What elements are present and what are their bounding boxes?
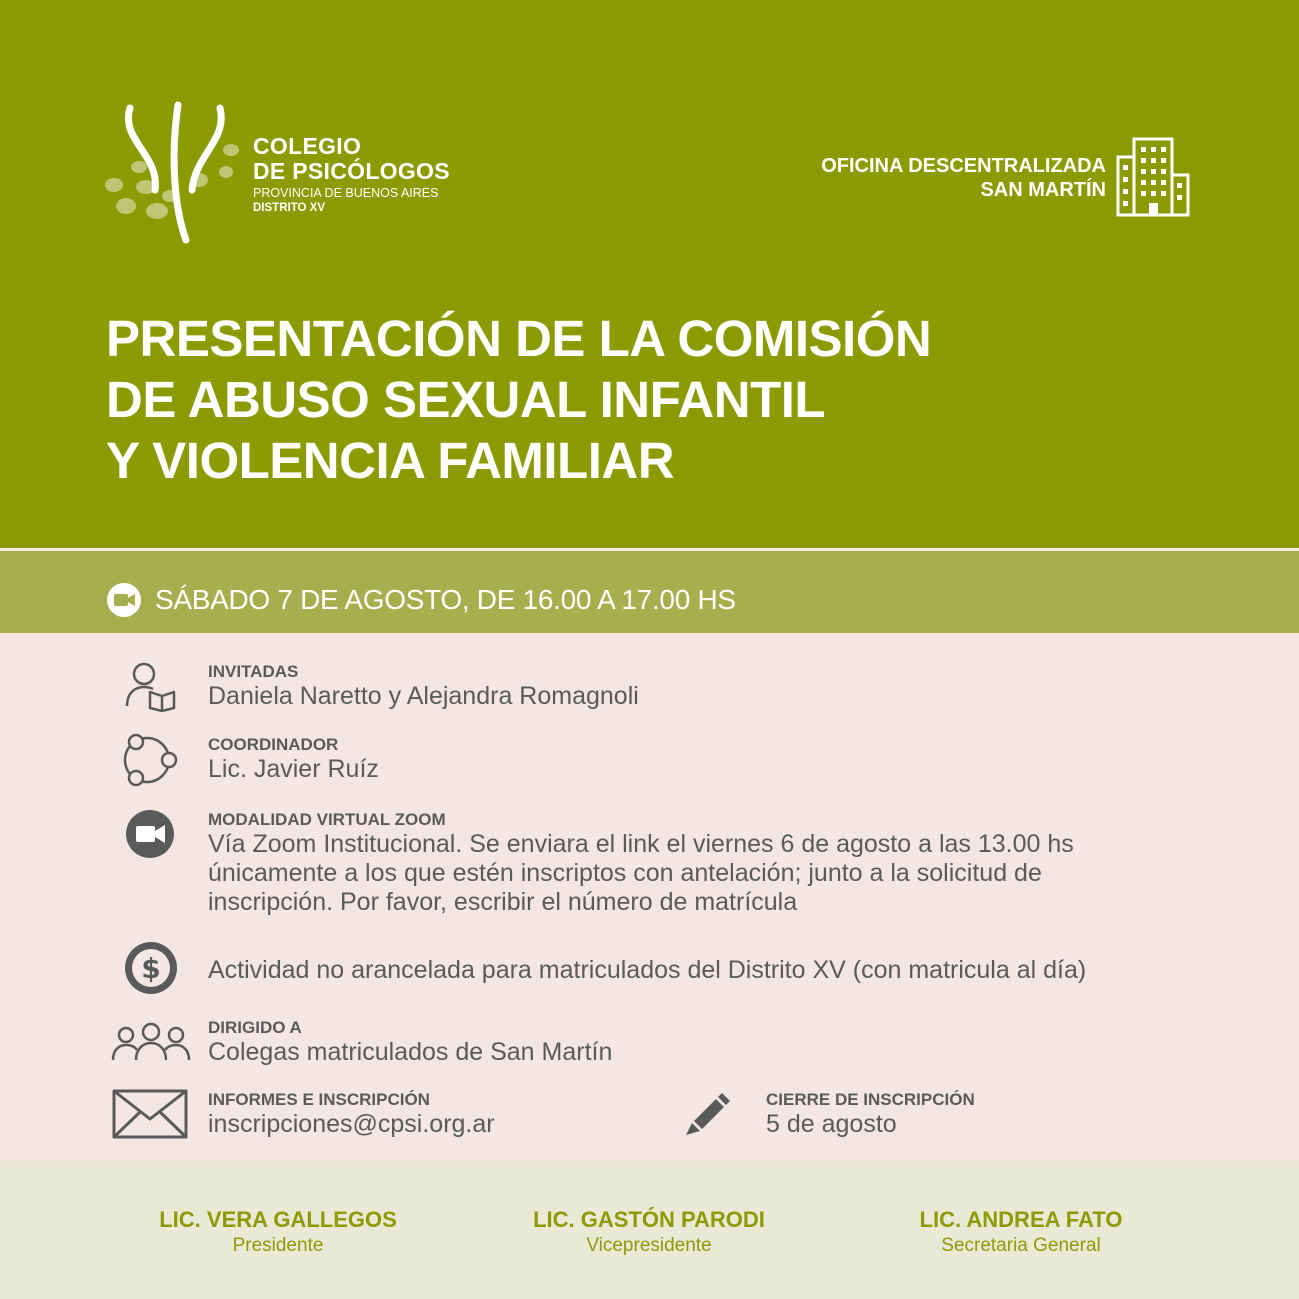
cierre-item — [766, 1090, 975, 1139]
signature-role: Vicepresidente — [586, 1235, 712, 1256]
cierre-value: 5 de agosto — [766, 1110, 897, 1138]
person-book-icon — [124, 660, 178, 712]
informes-label: INFORMES E INSCRIPCIÓN — [208, 1090, 430, 1109]
svg-text:$: $ — [141, 952, 161, 985]
video-camera-icon — [125, 809, 175, 859]
informes-email[interactable]: inscripciones@cpsi.org.ar — [208, 1110, 495, 1138]
signature-role: Secretaria General — [941, 1235, 1101, 1256]
signature-3 — [841, 1206, 1201, 1258]
signature-name: LIC. ANDREA FATO — [919, 1207, 1123, 1232]
modalidad-item — [208, 810, 1074, 917]
arancel-item — [208, 956, 1086, 985]
dirigido-label: DIRIGIDO A — [208, 1018, 302, 1037]
signature-name: LIC. GASTÓN PARODI — [533, 1207, 765, 1232]
pencil-icon — [684, 1089, 732, 1137]
modalidad-label: MODALIDAD VIRTUAL ZOOM — [208, 810, 446, 829]
coordinador-label: COORDINADOR — [208, 735, 339, 754]
logo-line-4: DISTRITO XV — [253, 202, 325, 214]
modalidad-line-2: únicamente a los que estén inscriptos con antelación; junto a la solicitud de — [208, 859, 1042, 887]
office-label — [821, 154, 1106, 202]
logo-line-1: COLEGIO — [253, 133, 362, 159]
title-line-3: Y VIOLENCIA FAMILIAR — [106, 432, 675, 489]
modalidad-line-1: Vía Zoom Institucional. Se enviara el link el viernes 6 de agosto a las 13.00 hs — [208, 830, 1074, 858]
title-line-1: PRESENTACIÓN DE LA COMISIÓN — [106, 310, 932, 367]
logo-line-3: PROVINCIA DE BUENOS AIRES — [253, 186, 439, 200]
modalidad-line-3: inscripción. Por favor, escribir el número de matrícula — [208, 888, 798, 916]
group-icon — [110, 1022, 192, 1064]
dirigido-value: Colegas matriculados de San Martín — [208, 1038, 613, 1066]
coordinador-item — [208, 735, 379, 784]
invitadas-label: INVITADAS — [208, 662, 299, 681]
network-icon — [120, 733, 180, 787]
event-date: SÁBADO 7 DE AGOSTO, DE 16.00 A 17.00 HS — [155, 584, 736, 615]
office-line-1: OFICINA DESCENTRALIZADA — [821, 155, 1106, 177]
dollar-icon — [124, 941, 178, 995]
event-title — [106, 308, 931, 491]
title-line-2: DE ABUSO SEXUAL INFANTIL — [106, 371, 826, 428]
invitadas-item — [208, 662, 639, 711]
video-camera-icon — [106, 582, 142, 618]
signature-1 — [98, 1206, 458, 1258]
building-icon — [1114, 135, 1192, 217]
logo-line-2: DE PSICÓLOGOS — [253, 158, 450, 184]
signature-2 — [469, 1206, 829, 1258]
envelope-icon — [112, 1089, 188, 1139]
coordinador-value: Lic. Javier Ruíz — [208, 755, 379, 783]
invitadas-value: Daniela Naretto y Alejandra Romagnoli — [208, 682, 639, 710]
dirigido-item — [208, 1018, 612, 1067]
psi-logo-icon — [100, 100, 240, 250]
signature-name: LIC. VERA GALLEGOS — [159, 1207, 397, 1232]
arancel-value: Actividad no arancelada para matriculados del Distrito XV (con matricula al día) — [208, 956, 1087, 984]
informes-item — [208, 1090, 495, 1139]
cierre-label: CIERRE DE INSCRIPCIÓN — [766, 1090, 975, 1109]
signature-role: Presidente — [232, 1235, 324, 1256]
logo-text — [253, 134, 450, 215]
office-line-2: SAN MARTÍN — [980, 179, 1106, 201]
